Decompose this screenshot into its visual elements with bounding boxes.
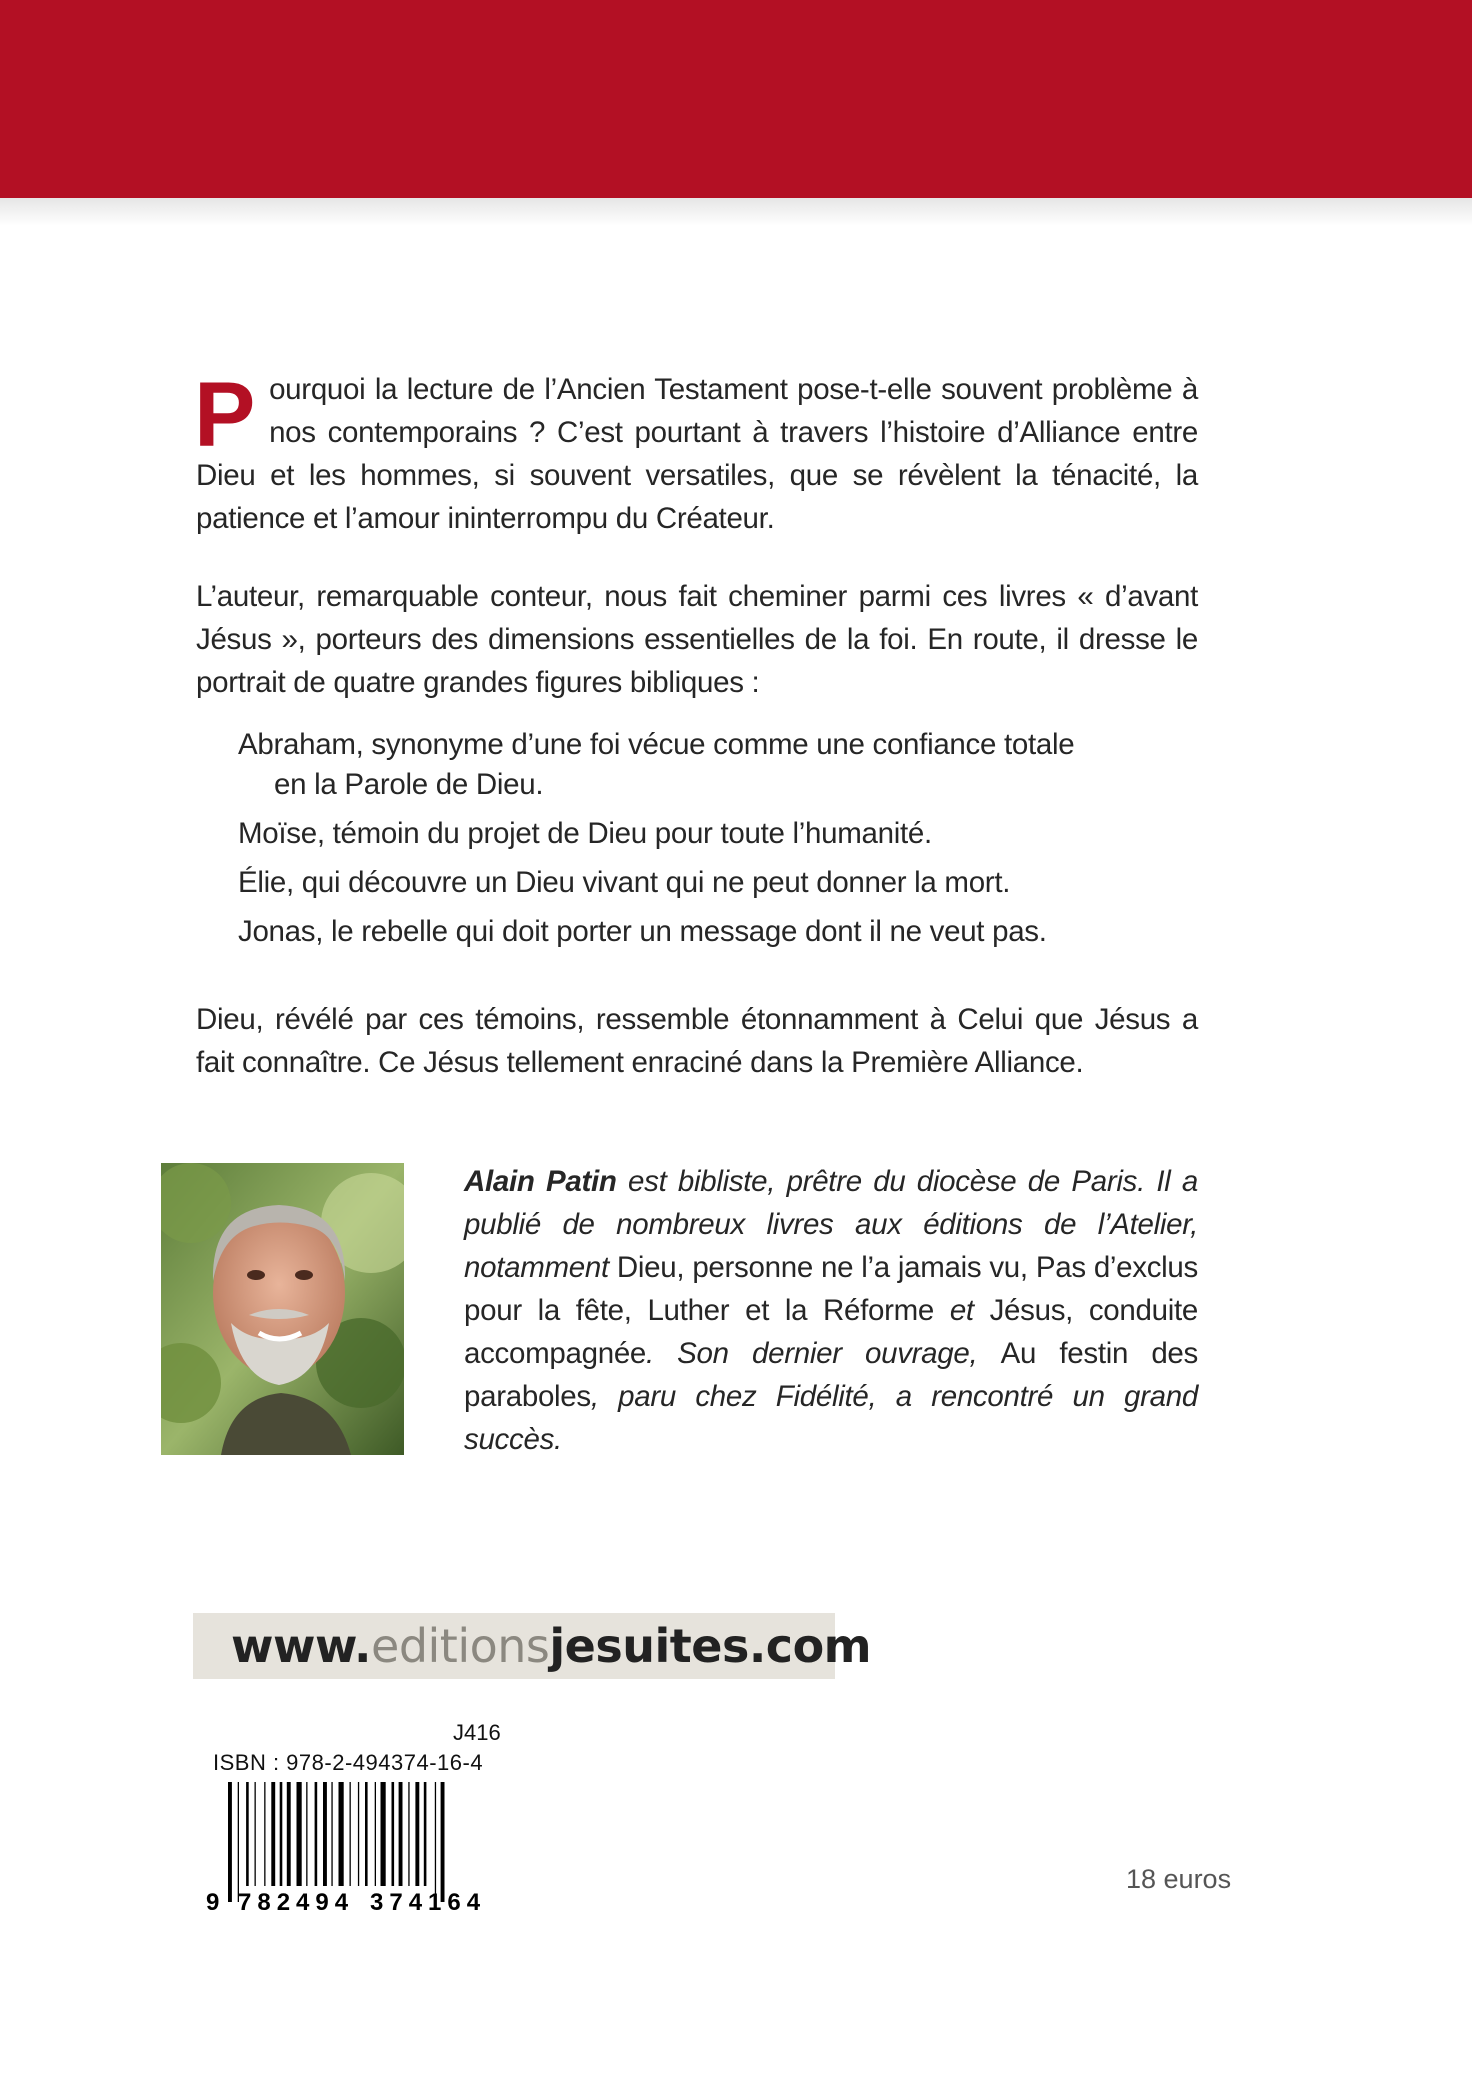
website-link[interactable]: www.editionsjesuites.com bbox=[193, 1613, 835, 1679]
barcode-bar bbox=[381, 1782, 386, 1886]
barcode-bar bbox=[441, 1782, 445, 1902]
barcode-bar bbox=[297, 1782, 302, 1886]
barcode-bar bbox=[255, 1782, 256, 1886]
price: 18 euros bbox=[1126, 1864, 1232, 1894]
barcode-bar bbox=[350, 1782, 351, 1886]
barcode-bar bbox=[238, 1782, 239, 1902]
author-paragraph: L’auteur, remarquable conteur, nous fait cheminer parmi ces livres « d’avant Jésus », porteurs des dimensions essentielles de la foi. En route, il dresse le portrait de quatre grandes figures bibliques : bbox=[196, 580, 1198, 699]
barcode-bar bbox=[415, 1782, 419, 1886]
list-item: Jonas, le rebelle qui doit porter un message dont il ne veut pas. bbox=[238, 915, 1047, 948]
barcode-left-digits: 782494 bbox=[238, 1889, 355, 1912]
barcode-bar bbox=[435, 1782, 436, 1902]
barcode-bar bbox=[323, 1782, 327, 1886]
barcode-bar bbox=[408, 1782, 409, 1886]
barcode-bar bbox=[264, 1782, 265, 1886]
author-bio: Alain Patin est bibliste, prêtre du diocèse de Paris. Il a publié de nombreux livres aux éditions de l’Atelier, notamment Dieu, personne ne l’a jamais vu, Pas d’exclus pour la fête, Luther et la Réforme et Jésus, conduite accompagnée. Son dernier ouvrage, Au festin des paraboles, paru chez Fidélité, a rencontré un grand succès. bbox=[464, 1165, 1198, 1456]
barcode-bar bbox=[339, 1782, 344, 1886]
author-name: Alain Patin bbox=[464, 1165, 617, 1198]
isbn-number: ISBN : 978-2-494374-16-4 bbox=[213, 1750, 484, 1775]
barcode-bar bbox=[306, 1782, 307, 1886]
list-item: Moïse, témoin du projet de Dieu pour toute l’humanité. bbox=[238, 817, 932, 850]
intro-text: ourquoi la lecture de l’Ancien Testament pose-t-elle souvent problème à nos contemporains ? C’est pourtant à travers l’histoire d’Alliance entre Dieu et les hommes, si souvent versatiles, que se révèlent la ténacité, la patience et l’amour ininterrompu du Créateur. bbox=[196, 373, 1198, 535]
conclusion-paragraph: Dieu, révélé par ces témoins, ressemble étonnamment à Celui que Jésus a fait connaître. Ce Jésus tellement enraciné dans la Première Alliance. bbox=[196, 1003, 1198, 1079]
barcode-bar bbox=[392, 1782, 395, 1886]
barcode-bar bbox=[358, 1782, 359, 1886]
barcode-bar bbox=[331, 1782, 332, 1886]
list-item: Élie, qui découvre un Dieu vivant qui ne peut donner la mort. bbox=[238, 866, 1011, 899]
band-shadow bbox=[0, 198, 1472, 226]
barcode-bar bbox=[280, 1782, 283, 1886]
barcode-bar bbox=[424, 1782, 427, 1886]
barcode-bar bbox=[399, 1782, 403, 1886]
barcode-bar bbox=[375, 1782, 376, 1886]
barcode-bar bbox=[365, 1782, 368, 1886]
top-color-band bbox=[0, 0, 1472, 198]
barcode-right-digits: 374164 bbox=[370, 1889, 487, 1912]
author-photo bbox=[161, 1163, 404, 1455]
product-code: J416 bbox=[453, 1720, 501, 1745]
figures-list bbox=[238, 725, 1138, 961]
barcode-bar bbox=[271, 1782, 275, 1886]
barcode-first-digit: 9 bbox=[206, 1889, 220, 1912]
barcode-bar bbox=[287, 1782, 291, 1886]
list-item: Abraham, synonyme d’une foi vécue comme une confiance totale en la Parole de Dieu. bbox=[238, 728, 1075, 801]
barcode bbox=[206, 1782, 516, 1917]
barcode-bar bbox=[246, 1782, 249, 1886]
intro-paragraph bbox=[194, 364, 1198, 540]
drop-cap: P bbox=[194, 364, 256, 466]
barcode-bar bbox=[228, 1782, 232, 1902]
barcode-bar bbox=[315, 1782, 318, 1886]
